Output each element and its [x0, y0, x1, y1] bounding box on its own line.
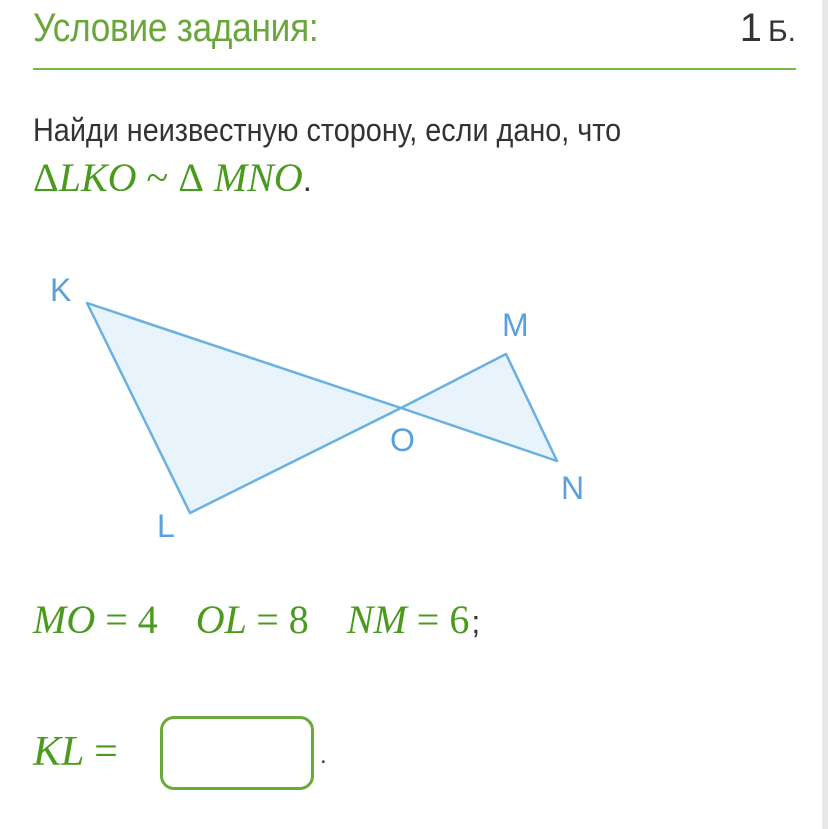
value-nm: 6 [449, 597, 470, 642]
triangle-lko [87, 303, 401, 513]
given-semicolon: ; [471, 604, 481, 640]
segment-nm: NM [346, 597, 407, 642]
vertex-label-k: K [50, 272, 72, 308]
equals-sign: = [105, 597, 128, 642]
triangle-name-1: LKO [58, 155, 137, 200]
points-value: 1 [739, 6, 762, 50]
segment-kl: KL [33, 729, 84, 775]
scrollbar[interactable] [822, 0, 828, 829]
points-unit: Б. [767, 15, 796, 48]
answer-label [33, 728, 118, 776]
delta-symbol-1: Δ [33, 155, 59, 200]
statement-period: . [302, 162, 312, 198]
given-nm [347, 596, 470, 643]
given-values [33, 596, 480, 643]
answer-input[interactable] [160, 716, 314, 790]
delta-symbol-2: Δ [178, 155, 204, 200]
equals-sign: = [256, 597, 279, 642]
triangle-mno [401, 354, 557, 461]
equals-sign: = [416, 597, 440, 642]
answer-equals-sign: = [94, 729, 118, 775]
value-ol: 8 [288, 597, 309, 642]
segment-mo: MO [33, 597, 96, 642]
similar-symbol: ~ [146, 155, 169, 200]
task-title: Условие задания: [33, 6, 319, 50]
given-ol [196, 596, 309, 643]
value-mo: 4 [137, 597, 158, 642]
vertex-label-m: M [502, 307, 529, 343]
task-prompt: Найди неизвестную сторону, если дано, что [33, 112, 622, 148]
triangle-name-2: MNO [213, 155, 303, 200]
answer-period: . [320, 742, 327, 769]
vertex-label-l: L [157, 508, 175, 544]
given-mo [33, 596, 158, 643]
segment-ol: OL [195, 597, 247, 642]
vertex-label-o: O [390, 422, 415, 458]
vertex-label-n: N [561, 470, 585, 506]
